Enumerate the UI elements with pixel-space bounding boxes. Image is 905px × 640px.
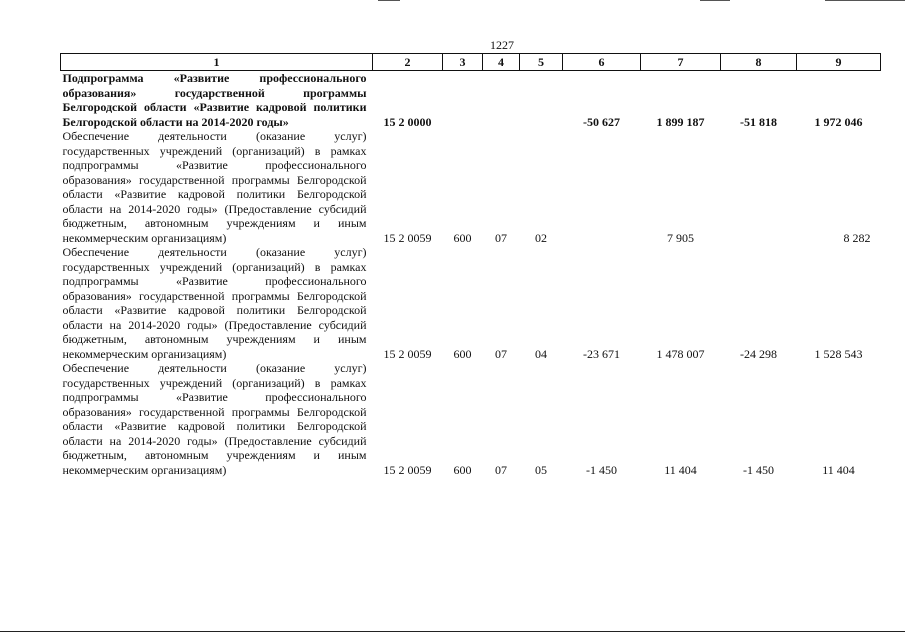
section-code: 07 (495, 462, 507, 477)
page-number: 1227 (490, 38, 514, 52)
amount-cell: -24 298 (740, 346, 777, 361)
column-header: 2 (373, 54, 443, 71)
amount-cell (563, 129, 641, 245)
section-code: 07 (495, 230, 507, 245)
budget-table (60, 53, 881, 477)
amount-cell: 1 478 007 (656, 346, 705, 361)
amount-cell: 1 899 187 (656, 114, 705, 129)
expense-type-code: 600 (453, 230, 472, 245)
target-article-code: 15 2 0059 (383, 462, 432, 477)
amount-cell: 1 528 543 (814, 346, 863, 361)
amount-cell: -50 627 (583, 114, 620, 129)
expense-type-code: 600 (453, 346, 472, 361)
column-header: 3 (443, 54, 483, 71)
section-code: 07 (495, 346, 507, 361)
table-row (61, 361, 881, 477)
top-edge-rule (378, 0, 400, 1)
subsection-code: 02 (535, 230, 547, 245)
row-description: Обеспечение деятельности (оказание услуг) государственных учреждений (организаций) в рамках подпрограммы «Развитие профессионального образования» государственной программы Белгородской области «Развитие кадровой политики Белгородской области на 2014-2020 годы» (Предоставление субсидий бюджетным, автономным учреждениям и иным некоммерческим организациям) (62, 129, 367, 245)
amount-cell: 11 404 (822, 462, 855, 477)
amount-cell: -23 671 (583, 346, 620, 361)
bottom-edge-rule (0, 631, 905, 632)
amount-cell: 11 404 (664, 462, 697, 477)
table-row (61, 245, 881, 361)
amount-cell: 7 905 (667, 230, 694, 245)
table-row (61, 129, 881, 245)
column-header: 1 (61, 54, 373, 71)
amount-cell (721, 129, 797, 245)
top-edge-rule (825, 0, 905, 1)
column-header: 5 (520, 54, 563, 71)
expense-type-code: 600 (453, 462, 472, 477)
amount-cell: -51 818 (740, 114, 777, 129)
row-description: Обеспечение деятельности (оказание услуг) государственных учреждений (организаций) в рамках подпрограммы «Развитие профессионального образования» государственной программы Белгородской области «Развитие кадровой политики Белгородской области на 2014-2020 годы» (Предоставление субсидий бюджетным, автономным учреждениям и иным некоммерческим организациям) (62, 361, 367, 477)
amount-cell: 8 282 (843, 230, 871, 245)
row-description: Обеспечение деятельности (оказание услуг) государственных учреждений (организаций) в рамках подпрограммы «Развитие профессионального образования» государственной программы Белгородской области «Развитие кадровой политики Белгородской области на 2014-2020 годы» (Предоставление субсидий бюджетным, автономным учреждениям и иным некоммерческим организациям) (62, 245, 367, 361)
subsection-code: 05 (535, 462, 547, 477)
target-article-code: 15 2 0059 (383, 230, 432, 245)
column-header: 4 (483, 54, 520, 71)
target-article-code: 15 2 0059 (383, 346, 432, 361)
amount-cell: -1 450 (586, 462, 617, 477)
table-row-subprogram (61, 71, 881, 130)
top-edge-rule (700, 0, 730, 1)
expense-type-code (443, 71, 483, 130)
table-header-row (61, 54, 881, 71)
section-code (483, 71, 520, 130)
column-header: 9 (797, 54, 881, 71)
target-article-code: 15 2 0000 (383, 114, 432, 129)
amount-cell: 1 972 046 (814, 114, 863, 129)
subsection-code: 04 (535, 346, 547, 361)
subsection-code (520, 71, 563, 130)
column-header: 7 (641, 54, 721, 71)
row-description: Подпрограмма «Развитие профессионального образования» государственной программы Белгородской области «Развитие кадровой политики Белгородской области на 2014-2020 годы» (62, 71, 367, 129)
column-header: 6 (563, 54, 641, 71)
column-header: 8 (721, 54, 797, 71)
amount-cell: -1 450 (743, 462, 774, 477)
